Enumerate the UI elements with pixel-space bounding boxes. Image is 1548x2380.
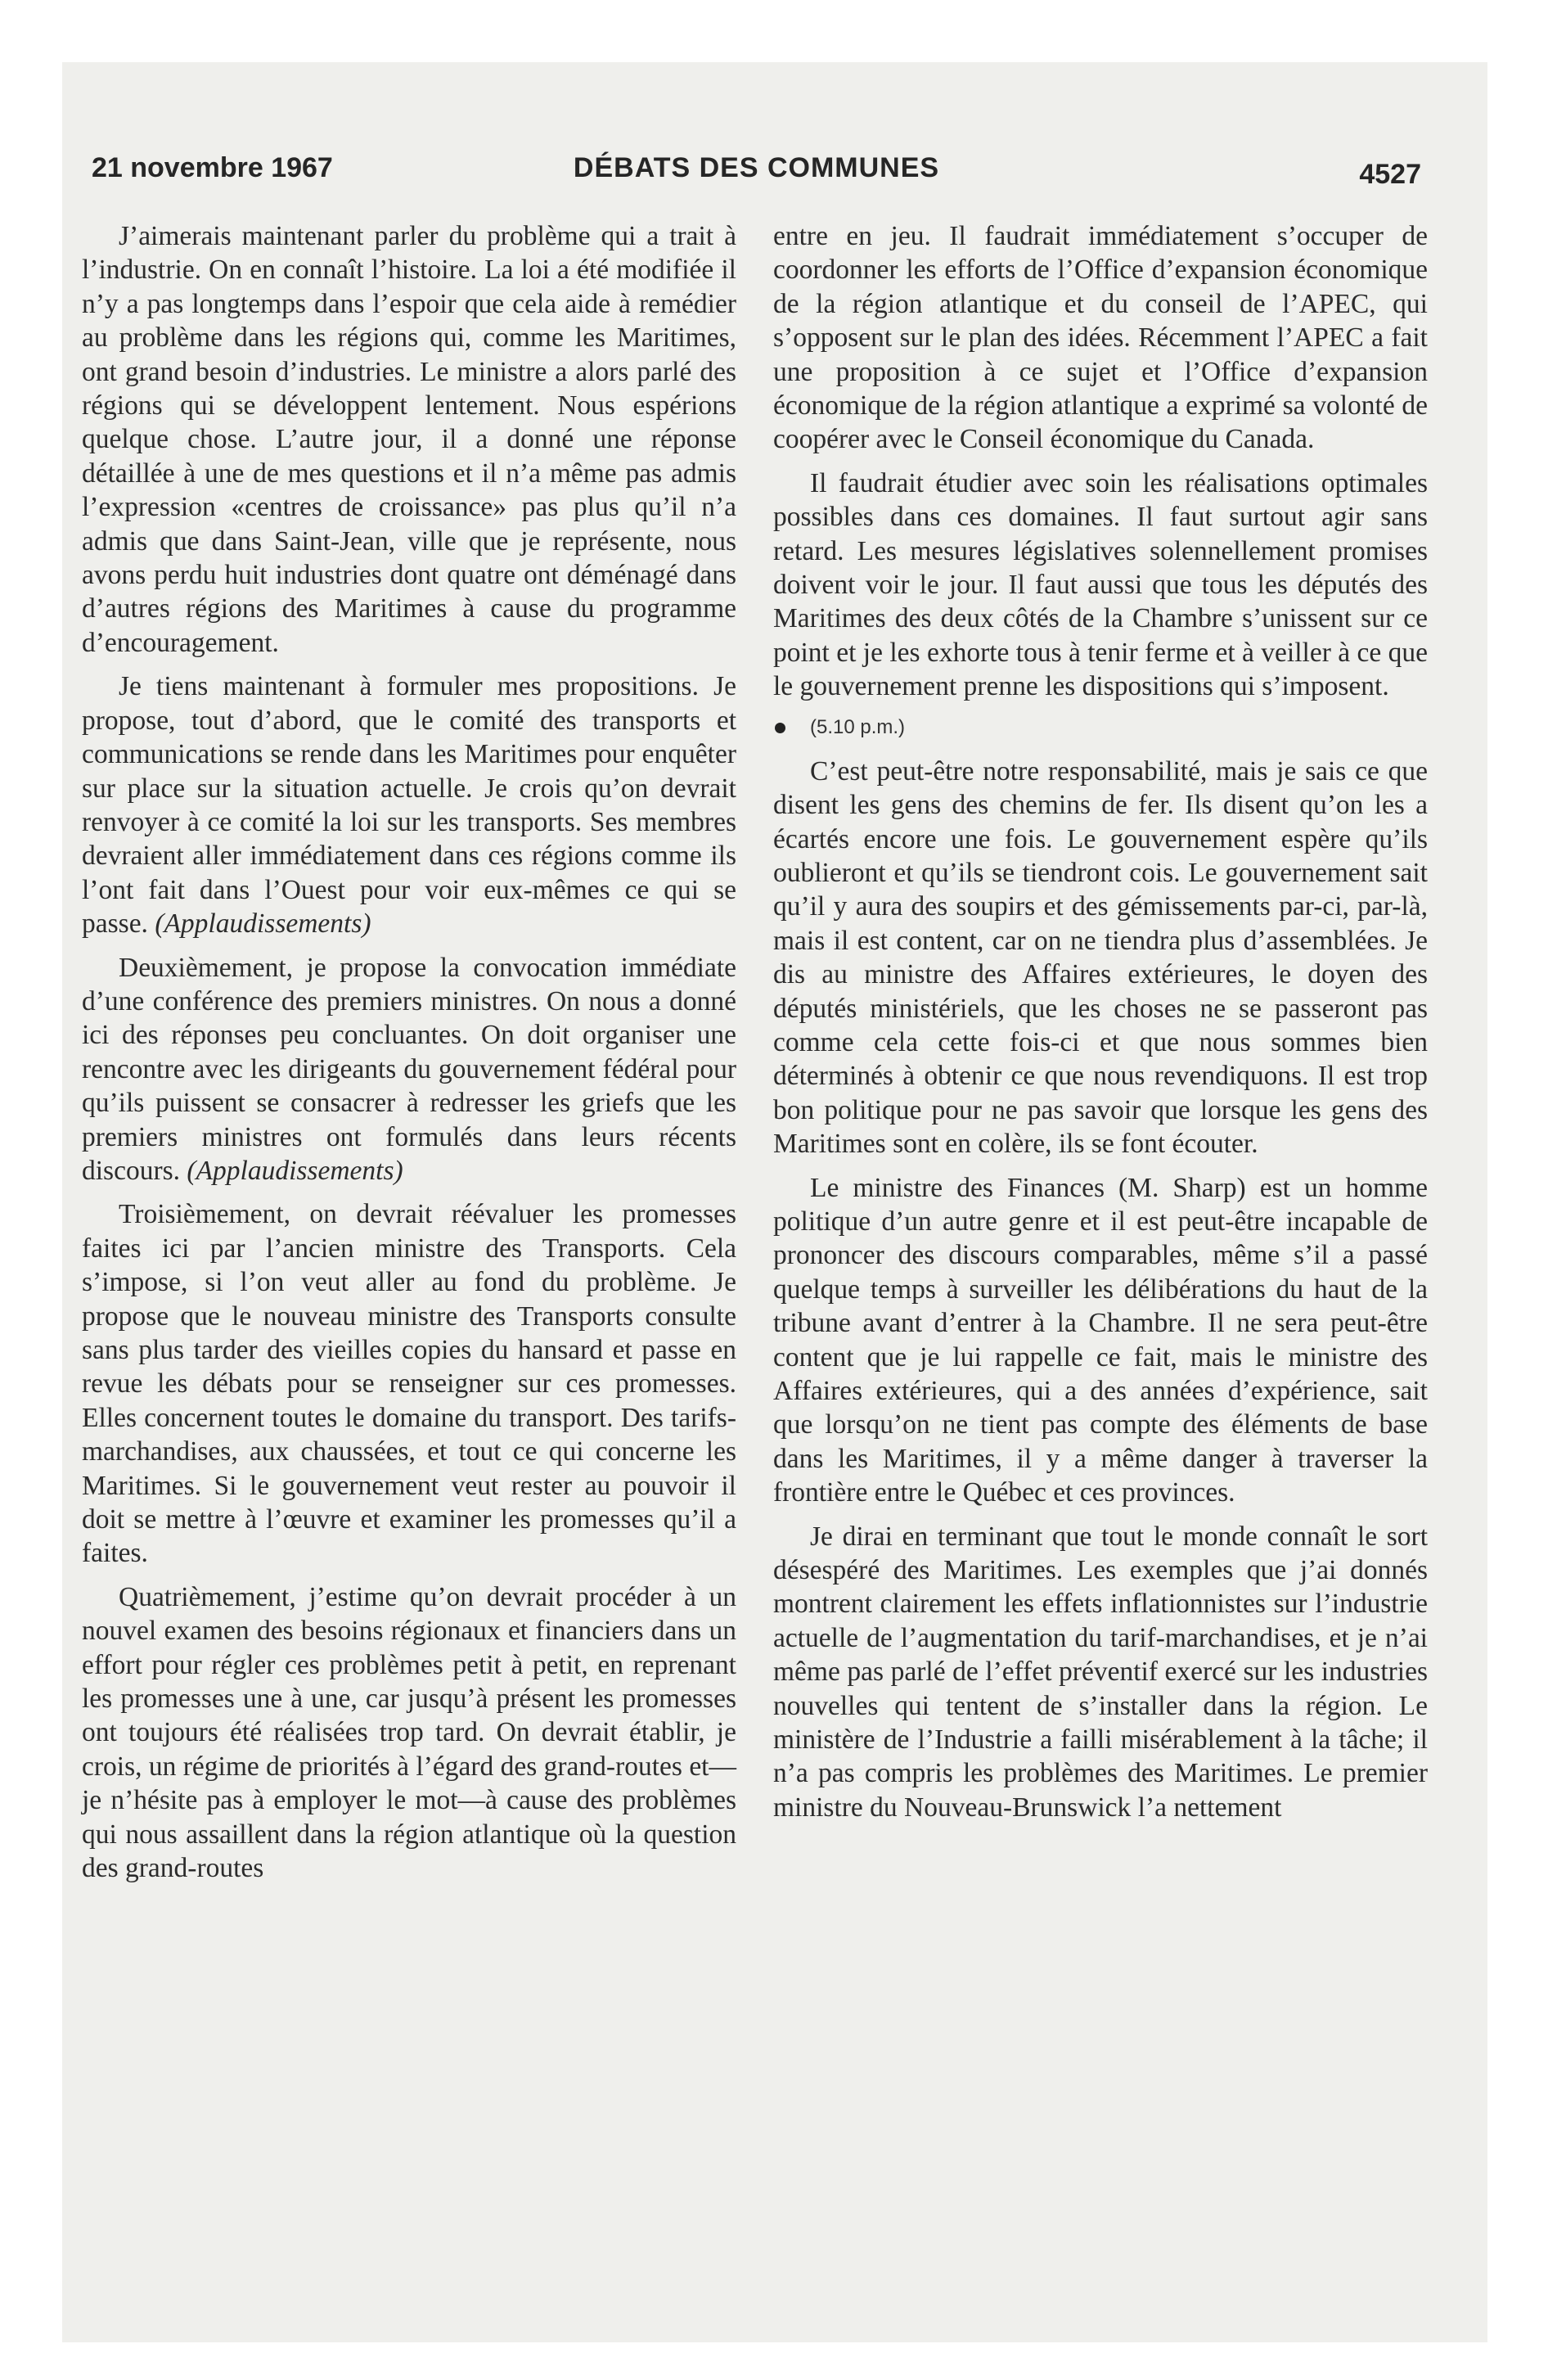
time-marker-text: (5.10 p.m.) bbox=[810, 715, 906, 738]
paragraph-proposals bbox=[82, 669, 736, 940]
paragraph-finance-minister: Le ministre des Finances (M. Sharp) est un homme politique d’un autre genre et il est peut-être incapable de prononcer des discours comparables, même s’il a passé quelque temps à surveiller les délibérations du haut de la tribune avant d’entrer à la Chambre. Il ne sera peut-être content que je lui rappelle ce fait, mais le ministre des Affaires extérieures, qui a des années d’expérience, sait que lorsqu’on ne tient pas compte des éléments de base dans les Maritimes, il y a même danger à traverser la frontière entre le Québec et ces provinces. bbox=[773, 1172, 1428, 1508]
paragraph-conclusion: Je dirai en terminant que tout le monde connaît le sort désespéré des Maritimes. Les exemples que j’ai donnés montrent clairement les effets inflationnistes sur l’industrie actuelle de l’augmentation du tarif-marchandises, et je n’ai même pas parlé de l’effet préventif exercé sur les industries nouvelles qui tentent de s’installer dans la région. Le ministère de l’Industrie a failli misérablement à la tâche; il n’a pas compris les problèmes des Maritimes. Le premier ministre du Nouveau-Brunswick l’a nettement bbox=[773, 1521, 1428, 1823]
header-title: DÉBATS DES COMMUNES bbox=[573, 152, 940, 183]
paragraph-second-proposal-text: Deuxièmement, je propose la convocation immédiate d’une conférence des premiers ministres. On nous a donné ici des réponses peu concluantes. On doit organiser une rencontre avec les dirigeants du gouvernement fédéral pour qu’ils puissent se consacrer à redresser les griefs que les premiers ministres ont formulés dans leurs récents discours. bbox=[82, 952, 736, 1186]
page-number: 4527 bbox=[1359, 159, 1421, 190]
page-header bbox=[92, 152, 1421, 190]
paragraph-proposals-text: Je tiens maintenant à formuler mes propositions. Je propose, tout d’abord, que le comité des transports et communications se rende dans les Maritimes pour enquêter sur place sur la situation actuelle. Je crois qu’on devrait renvoyer à ce comité la loi sur les transports. Ses membres devraient aller immédiatement dans ces régions comme ils l’ont fait dans l’Ouest pour voir eux-mêmes ce qui se passe. bbox=[82, 671, 736, 940]
paragraph-optimal-results: Il faudrait étudier avec soin les réalisations optimales possibles dans ces domaines. Il faut surtout agir sans retard. Les mesures législatives solennellement promises doivent voir le jour. Il faut aussi que tous les députés des Maritimes des deux côtés de la Chambre s’unissent sur ce point et je les exhorte tous à tenir ferme et à veiller à ce que le gouvernement prenne les dispositions qui s’imposent. bbox=[773, 467, 1428, 702]
paragraph-second-proposal bbox=[82, 951, 736, 1188]
paragraph-fourth-proposal: Quatrièmement, j’estime qu’on devrait procéder à un nouvel examen des besoins régionaux et financiers dans un effort pour régler ces problèmes petit à petit, en reprenant les promesses une à une, car jusqu’à présent les promesses ont toujours été réalisées trop tard. On devrait établir, je crois, un régime de priorités à l’égard des grand-routes et—je n’hésite pas à employer le mot—à cause des problèmes qui nous assaillent dans la région atlantique où la question des grand-routes bbox=[82, 1581, 736, 1884]
header-date: 21 novembre 1967 bbox=[92, 152, 333, 183]
applause-note: (Applaudissements) bbox=[187, 1155, 403, 1186]
paragraph-industry: J’aimerais maintenant parler du problème qui a trait à l’industrie. On en connaît l’histoire. La loi a été modifiée il n’y a pas longtemps dans l’espoir que cela aide à remédier au problème dans les régions qui, comme les Maritimes, ont grand besoin d’industries. Le ministre a alors parlé des régions qui se développent lentement. Nous espérions quelque chose. L’autre jour, il a donné une réponse détaillée à une de mes questions et il n’a même pas admis l’expression «centres de croissance» pas plus qu’il n’a admis que dans Saint-Jean, ville que je représente, nous avons perdu huit industries dont quatre ont déménagé dans d’autres régions des Maritimes à cause du programme d’encouragement. bbox=[82, 221, 736, 658]
time-marker bbox=[775, 715, 1428, 740]
right-column bbox=[773, 219, 1428, 1824]
applause-note: (Applaudissements) bbox=[155, 908, 371, 940]
bullet-icon bbox=[775, 723, 785, 733]
left-column bbox=[82, 219, 736, 1886]
paragraph-railways: C’est peut-être notre responsabilité, mais je sais ce que disent les gens des chemins de fer. Ils disent qu’on les a écartés encore une fois. Le gouvernement espère qu’ils oublieront et qu’ils se tiendront cois. Le gouvernement sait qu’il y aura des soupirs et des gémissements par-ci, par-là, mais il est content, car on ne tiendra plus d’assemblées. Je dis au ministre des Affaires extérieures, le doyen des députés ministériels, que les choses ne se passeront pas comme cela cette fois-ci et que nous sommes bien déterminés à obtenir ce que nous revendiquons. Il est trop bon politique pour ne pas savoir que lorsque les gens des Maritimes sont en colère, ils se font écouter. bbox=[773, 755, 1428, 1160]
paragraph-third-proposal: Troisièmement, on devrait réévaluer les promesses faites ici par l’ancien ministre des Transports. Cela s’impose, si l’on veut aller au fond du problème. Je propose que le nouveau ministre des Transports consulte sans plus tarder des vieilles copies du hansard et passe en revue les débats pour se renseigner sur ces promesses. Elles concernent toutes le domaine du transport. Des tarifs-marchandises, aux chaussées, et tout ce qui concerne les Maritimes. Si le gouvernement veut rester au pouvoir il doit se mettre à l’œuvre et examiner les promesses qu’il a faites. bbox=[82, 1199, 736, 1569]
paragraph-continuation: entre en jeu. Il faudrait immédiatement s’occuper de coordonner les efforts de l’Office d’expansion économique de la région atlantique et du conseil de l’APEC, qui s’opposent sur le plan des idées. Récemment l’APEC a fait une proposition à ce sujet et l’Office d’expansion économique de la région atlantique a exprimé sa volonté de coopérer avec le Conseil économique du Canada. bbox=[773, 221, 1428, 455]
